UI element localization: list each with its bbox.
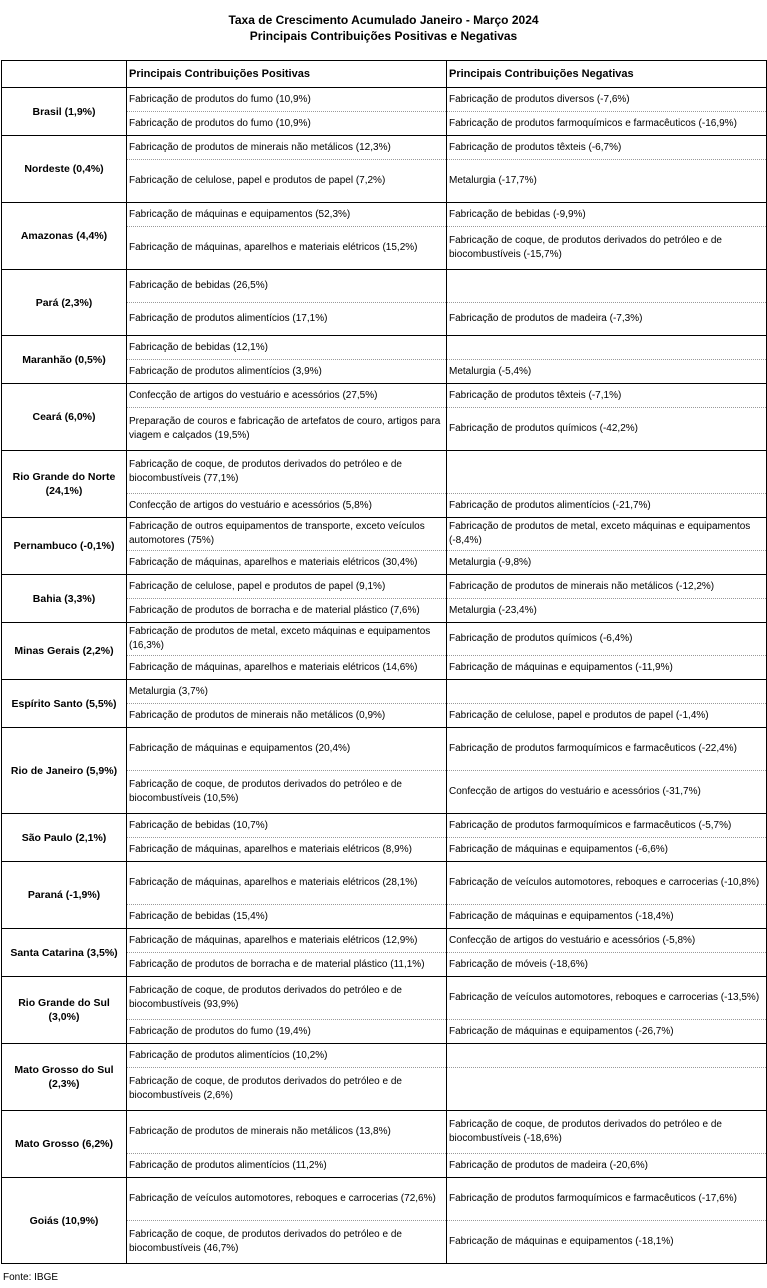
positive-contribution-cell: Fabricação de coque, de produtos derivados do petróleo e de biocombustíveis (46,7%) bbox=[127, 1221, 447, 1264]
negative-contribution-cell: Fabricação de veículos automotores, reboques e carrocerias (-10,8%) bbox=[447, 862, 767, 905]
negative-contribution-cell: Fabricação de produtos de minerais não metálicos (-12,2%) bbox=[447, 575, 767, 599]
positive-contribution-cell: Fabricação de coque, de produtos derivados do petróleo e de biocombustíveis (10,5%) bbox=[127, 771, 447, 814]
title-line-2: Principais Contribuições Positivas e Negativas bbox=[249, 29, 518, 43]
table-row bbox=[2, 384, 767, 408]
negative-contribution-cell: Fabricação de máquinas e equipamentos (-18,1%) bbox=[447, 1221, 767, 1264]
source-note: Fonte: IBGE bbox=[3, 1272, 59, 1283]
state-cell: Pará (2,3%) bbox=[2, 270, 127, 336]
table-row bbox=[2, 270, 767, 303]
table-row bbox=[2, 451, 767, 494]
negative-contribution-cell: Fabricação de produtos alimentícios (-21,7%) bbox=[447, 494, 767, 518]
state-cell: Brasil (1,9%) bbox=[2, 88, 127, 136]
positive-contribution-cell: Fabricação de máquinas, aparelhos e materiais elétricos (30,4%) bbox=[127, 551, 447, 575]
state-cell: Pernambuco (-0,1%) bbox=[2, 518, 127, 575]
positive-contribution-cell: Fabricação de coque, de produtos derivados do petróleo e de biocombustíveis (93,9%) bbox=[127, 977, 447, 1020]
positive-contribution-cell: Confecção de artigos do vestuário e acessórios (5,8%) bbox=[127, 494, 447, 518]
negative-contribution-cell: Fabricação de produtos de madeira (-20,6%) bbox=[447, 1154, 767, 1178]
negative-contribution-cell: Fabricação de máquinas e equipamentos (-18,4%) bbox=[447, 905, 767, 929]
positive-contribution-cell: Fabricação de máquinas e equipamentos (20,4%) bbox=[127, 728, 447, 771]
state-cell: Rio de Janeiro (5,9%) bbox=[2, 728, 127, 814]
positive-contribution-cell: Fabricação de bebidas (12,1%) bbox=[127, 336, 447, 360]
state-cell: Paraná (-1,9%) bbox=[2, 862, 127, 929]
negative-contribution-cell: Fabricação de produtos farmoquímicos e farmacêuticos (-17,6%) bbox=[447, 1178, 767, 1221]
state-cell: Minas Gerais (2,2%) bbox=[2, 623, 127, 680]
negative-contribution-cell: Fabricação de produtos farmoquímicos e farmacêuticos (-16,9%) bbox=[447, 112, 767, 136]
state-cell: Rio Grande do Norte (24,1%) bbox=[2, 451, 127, 518]
table-row bbox=[2, 336, 767, 360]
contributions-table bbox=[1, 60, 767, 1264]
negative-contribution-cell: Fabricação de coque, de produtos derivados do petróleo e de biocombustíveis (-15,7%) bbox=[447, 227, 767, 270]
title-line-1: Taxa de Crescimento Acumulado Janeiro - Março 2024 bbox=[228, 13, 539, 27]
positive-contribution-cell: Fabricação de celulose, papel e produtos de papel (7,2%) bbox=[127, 160, 447, 203]
negative-contribution-cell: Fabricação de máquinas e equipamentos (-26,7%) bbox=[447, 1020, 767, 1044]
positive-contribution-cell: Fabricação de produtos alimentícios (17,1%) bbox=[127, 303, 447, 336]
negative-contribution-cell: Fabricação de máquinas e equipamentos (-6,6%) bbox=[447, 838, 767, 862]
table-row bbox=[2, 1044, 767, 1068]
positive-contribution-cell: Fabricação de produtos do fumo (10,9%) bbox=[127, 112, 447, 136]
table-header-row bbox=[2, 61, 767, 88]
table-row bbox=[2, 136, 767, 160]
table-row bbox=[2, 680, 767, 704]
positive-contribution-cell: Fabricação de produtos do fumo (10,9%) bbox=[127, 88, 447, 112]
positive-contribution-cell: Fabricação de máquinas, aparelhos e materiais elétricos (8,9%) bbox=[127, 838, 447, 862]
table-row bbox=[2, 862, 767, 905]
negative-contribution-cell: Metalurgia (-17,7%) bbox=[447, 160, 767, 203]
positive-contribution-cell: Fabricação de veículos automotores, reboques e carrocerias (72,6%) bbox=[127, 1178, 447, 1221]
negative-contribution-cell: Metalurgia (-23,4%) bbox=[447, 599, 767, 623]
table-row bbox=[2, 518, 767, 551]
negative-contribution-cell: Metalurgia (-5,4%) bbox=[447, 360, 767, 384]
positive-contribution-cell: Fabricação de produtos de minerais não metálicos (0,9%) bbox=[127, 704, 447, 728]
header-state bbox=[2, 61, 127, 88]
positive-contribution-cell: Fabricação de produtos do fumo (19,4%) bbox=[127, 1020, 447, 1044]
positive-contribution-cell: Fabricação de outros equipamentos de transporte, exceto veículos automotores (75%) bbox=[127, 518, 447, 551]
negative-contribution-cell: Fabricação de produtos de madeira (-7,3%) bbox=[447, 303, 767, 336]
table-row bbox=[2, 203, 767, 227]
positive-contribution-cell: Confecção de artigos do vestuário e acessórios (27,5%) bbox=[127, 384, 447, 408]
header-negative: Principais Contribuições Negativas bbox=[447, 61, 767, 88]
negative-contribution-cell: Fabricação de produtos químicos (-42,2%) bbox=[447, 408, 767, 451]
negative-contribution-cell bbox=[447, 336, 767, 360]
positive-contribution-cell: Fabricação de produtos alimentícios (10,2%) bbox=[127, 1044, 447, 1068]
table-body bbox=[2, 88, 767, 1264]
negative-contribution-cell bbox=[447, 451, 767, 494]
state-cell: Rio Grande do Sul (3,0%) bbox=[2, 977, 127, 1044]
negative-contribution-cell: Confecção de artigos do vestuário e acessórios (-5,8%) bbox=[447, 929, 767, 953]
positive-contribution-cell: Fabricação de coque, de produtos derivados do petróleo e de biocombustíveis (77,1%) bbox=[127, 451, 447, 494]
negative-contribution-cell: Fabricação de produtos farmoquímicos e farmacêuticos (-5,7%) bbox=[447, 814, 767, 838]
state-cell: Bahia (3,3%) bbox=[2, 575, 127, 623]
positive-contribution-cell: Fabricação de máquinas, aparelhos e materiais elétricos (12,9%) bbox=[127, 929, 447, 953]
table-row bbox=[2, 623, 767, 656]
positive-contribution-cell: Fabricação de produtos de borracha e de material plástico (11,1%) bbox=[127, 953, 447, 977]
negative-contribution-cell: Fabricação de coque, de produtos derivados do petróleo e de biocombustíveis (-18,6%) bbox=[447, 1111, 767, 1154]
negative-contribution-cell: Fabricação de bebidas (-9,9%) bbox=[447, 203, 767, 227]
positive-contribution-cell: Fabricação de produtos alimentícios (11,2%) bbox=[127, 1154, 447, 1178]
table-row bbox=[2, 88, 767, 112]
state-cell: Mato Grosso (6,2%) bbox=[2, 1111, 127, 1178]
state-cell: Maranhão (0,5%) bbox=[2, 336, 127, 384]
state-cell: Amazonas (4,4%) bbox=[2, 203, 127, 270]
state-cell: Ceará (6,0%) bbox=[2, 384, 127, 451]
negative-contribution-cell: Fabricação de veículos automotores, reboques e carrocerias (-13,5%) bbox=[447, 977, 767, 1020]
negative-contribution-cell bbox=[447, 680, 767, 704]
positive-contribution-cell: Preparação de couros e fabricação de artefatos de couro, artigos para viagem e calçados (19,5%) bbox=[127, 408, 447, 451]
positive-contribution-cell: Fabricação de produtos de borracha e de material plástico (7,6%) bbox=[127, 599, 447, 623]
negative-contribution-cell: Metalurgia (-9,8%) bbox=[447, 551, 767, 575]
negative-contribution-cell bbox=[447, 1044, 767, 1068]
table-row bbox=[2, 977, 767, 1020]
positive-contribution-cell: Fabricação de máquinas, aparelhos e materiais elétricos (15,2%) bbox=[127, 227, 447, 270]
positive-contribution-cell: Fabricação de produtos alimentícios (3,9%) bbox=[127, 360, 447, 384]
table-row bbox=[2, 728, 767, 771]
positive-contribution-cell: Fabricação de produtos de metal, exceto máquinas e equipamentos (16,3%) bbox=[127, 623, 447, 656]
table-row bbox=[2, 1178, 767, 1221]
negative-contribution-cell: Confecção de artigos do vestuário e acessórios (-31,7%) bbox=[447, 771, 767, 814]
state-cell: Goiás (10,9%) bbox=[2, 1178, 127, 1264]
table-row bbox=[2, 814, 767, 838]
negative-contribution-cell bbox=[447, 270, 767, 303]
state-cell: Mato Grosso do Sul (2,3%) bbox=[2, 1044, 127, 1111]
table-row bbox=[2, 575, 767, 599]
state-cell: Nordeste (0,4%) bbox=[2, 136, 127, 203]
report-title bbox=[0, 12, 767, 44]
positive-contribution-cell: Fabricação de produtos de minerais não metálicos (13,8%) bbox=[127, 1111, 447, 1154]
header-positive: Principais Contribuições Positivas bbox=[127, 61, 447, 88]
table-row bbox=[2, 929, 767, 953]
state-cell: Espírito Santo (5,5%) bbox=[2, 680, 127, 728]
positive-contribution-cell: Fabricação de coque, de produtos derivados do petróleo e de biocombustíveis (2,6%) bbox=[127, 1068, 447, 1111]
negative-contribution-cell: Fabricação de móveis (-18,6%) bbox=[447, 953, 767, 977]
negative-contribution-cell: Fabricação de produtos farmoquímicos e farmacêuticos (-22,4%) bbox=[447, 728, 767, 771]
negative-contribution-cell: Fabricação de máquinas e equipamentos (-11,9%) bbox=[447, 656, 767, 680]
positive-contribution-cell: Fabricação de celulose, papel e produtos de papel (9,1%) bbox=[127, 575, 447, 599]
negative-contribution-cell: Fabricação de produtos têxteis (-6,7%) bbox=[447, 136, 767, 160]
state-cell: São Paulo (2,1%) bbox=[2, 814, 127, 862]
positive-contribution-cell: Fabricação de produtos de minerais não metálicos (12,3%) bbox=[127, 136, 447, 160]
positive-contribution-cell: Fabricação de máquinas, aparelhos e materiais elétricos (28,1%) bbox=[127, 862, 447, 905]
negative-contribution-cell: Fabricação de produtos têxteis (-7,1%) bbox=[447, 384, 767, 408]
negative-contribution-cell: Fabricação de produtos de metal, exceto máquinas e equipamentos (-8,4%) bbox=[447, 518, 767, 551]
negative-contribution-cell: Fabricação de produtos diversos (-7,6%) bbox=[447, 88, 767, 112]
negative-contribution-cell: Fabricação de produtos químicos (-6,4%) bbox=[447, 623, 767, 656]
positive-contribution-cell: Metalurgia (3,7%) bbox=[127, 680, 447, 704]
positive-contribution-cell: Fabricação de bebidas (26,5%) bbox=[127, 270, 447, 303]
positive-contribution-cell: Fabricação de máquinas, aparelhos e materiais elétricos (14,6%) bbox=[127, 656, 447, 680]
negative-contribution-cell bbox=[447, 1068, 767, 1111]
table-row bbox=[2, 1111, 767, 1154]
negative-contribution-cell: Fabricação de celulose, papel e produtos de papel (-1,4%) bbox=[447, 704, 767, 728]
positive-contribution-cell: Fabricação de bebidas (10,7%) bbox=[127, 814, 447, 838]
positive-contribution-cell: Fabricação de bebidas (15,4%) bbox=[127, 905, 447, 929]
state-cell: Santa Catarina (3,5%) bbox=[2, 929, 127, 977]
positive-contribution-cell: Fabricação de máquinas e equipamentos (52,3%) bbox=[127, 203, 447, 227]
